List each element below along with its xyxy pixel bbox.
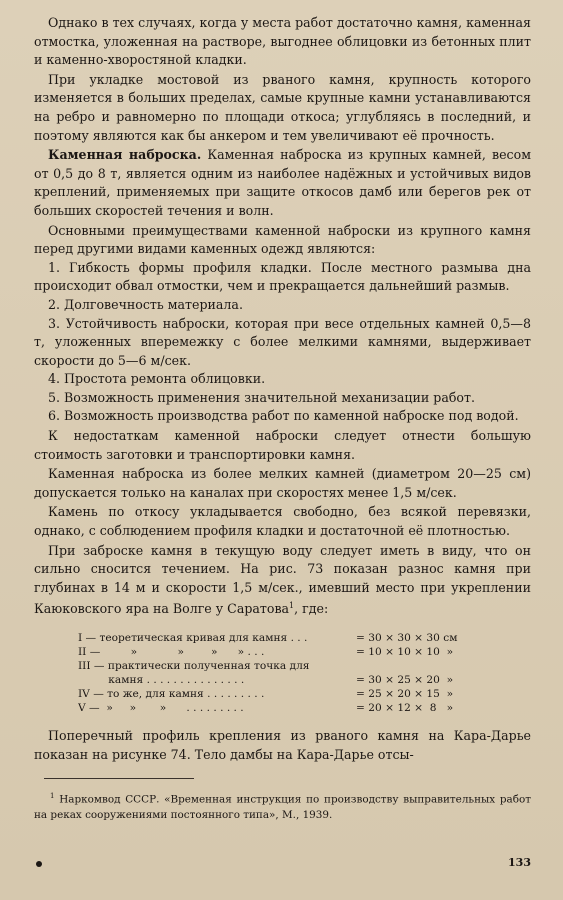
list-item: 2. Долговечность материала. — [48, 296, 243, 312]
table-row — [78, 673, 498, 687]
lead-term: Каменная наброска. — [48, 147, 202, 163]
paragraph-5: К недостаткам каменной наброски следует отнести большую стоимость заготовки и транспортировки камня. — [34, 428, 531, 462]
table-row-label: II — » » » » . . . — [78, 646, 265, 659]
table-row — [78, 645, 498, 659]
table-row-label: III — практически полученная точка для — [78, 660, 310, 673]
list-item: 5. Возможность применения значительной механизации работ. — [48, 389, 475, 405]
paragraph-3 — [34, 146, 531, 220]
table-row-label: V — » » » . . . . . . . . . — [78, 702, 244, 715]
paragraph-7: Камень по откосу укладывается свободно, без всякой перевязки, однако, с соблюдением профиля кладки и достаточной её плотностью. — [34, 504, 531, 539]
table-row-label: I — теоретическая кривая для камня . . . — [78, 632, 308, 645]
table-row-value: = 30 × 25 × 20 » — [356, 674, 454, 687]
table-row-value — [356, 659, 498, 673]
footnote-marker: 1 — [50, 792, 55, 801]
table-row-label: камня . . . . . . . . . . . . . . . — [78, 674, 245, 687]
list-item: 1. Гибкость формы профиля кладки. После местного размыва дна происходит обвал отмостки, чем и прекращается дальнейший размыв. — [34, 259, 531, 294]
page-footer — [34, 858, 531, 872]
table-row — [78, 659, 498, 673]
paragraph-1: Однако в тех случаях, когда у места работ достаточно камня, каменная отмостка, уложенная на растворе, выгоднее облицовки из бетонных плит и каменно-хворостяной кладки. — [34, 15, 531, 68]
footnote-reference: 1 — [289, 601, 295, 611]
paragraph-2: При укладке мостовой из рваного камня, крупность которого изменяется в больших пределах, самые крупные камни устанавливаются на ребро и равномерно по площади откоса; углубляясь в последний, и поэтому являются как бы анкером и тем увеличивают её прочность. — [34, 71, 531, 143]
paragraph-8 — [34, 542, 531, 620]
paragraph-8-tail: , где: — [294, 601, 329, 617]
stone-size-table — [78, 631, 498, 715]
paragraph-8-body: При заброске камня в текущую воду следует иметь в виду, что он сильно сносится течением. На рис. 73 показан разнос камня при глубинах в 14 м и скорости 1,5 м/сек., имевший место при укреплении Каюковского яра на Волге у Саратова — [34, 542, 531, 617]
closing-paragraph: Поперечный профиль крепления из рваного камня на Кара-Дарье показан на рисунке 74. Тело дамбы на Кара-Дарье отсы- — [34, 728, 531, 762]
footnote-text: Наркомвод СССР. «Временная инструкция по производству выправительных работ на реках сооружениями постоянного типа», М., 1939. — [34, 793, 531, 821]
table-row-value: = 30 × 30 × 30 см — [356, 632, 458, 645]
page-number: 133 — [508, 856, 531, 869]
table-row-value: = 25 × 20 × 15 » — [356, 688, 454, 701]
table-row — [78, 701, 498, 715]
table-row — [78, 687, 498, 701]
advantages-list — [34, 259, 531, 426]
list-item: 3. Устойчивость наброски, которая при весе отдельных камней 0,5—8 т, уложенных вперемежку с более мелкими камнями, выдерживает скорости до 5—6 м/сек. — [34, 315, 531, 368]
footnote-divider — [44, 778, 194, 779]
bullet-mark-icon — [36, 861, 42, 867]
table-row — [78, 631, 498, 645]
list-item: 6. Возможность производства работ по каменной наброске под водой. — [48, 408, 519, 424]
footnote — [34, 789, 531, 822]
table-row-value: = 20 × 12 × 8 » — [356, 702, 454, 715]
table-row-label: IV — то же, для камня . . . . . . . . . — [78, 688, 265, 701]
paragraph-4: Основными преимуществами каменной наброски из крупного камня перед другими видами каменных одежд являются: — [34, 222, 531, 257]
paragraph-3-body: Каменная наброска из крупных камней, весом от 0,5 до 8 т, является одним из наиболее надёжных и устойчивых видов креплений, применяемых при защите откосов дамб или берегов рек от больших скоростей течения и волн. — [34, 147, 531, 218]
list-item: 4. Простота ремонта облицовки. — [48, 371, 266, 387]
table-row-value: = 10 × 10 × 10 » — [356, 646, 454, 659]
paragraph-6: Каменная наброска из более мелких камней (диаметром 20—25 см) допускается только на каналах при скоростях менее 1,5 м/сек. — [34, 466, 531, 500]
